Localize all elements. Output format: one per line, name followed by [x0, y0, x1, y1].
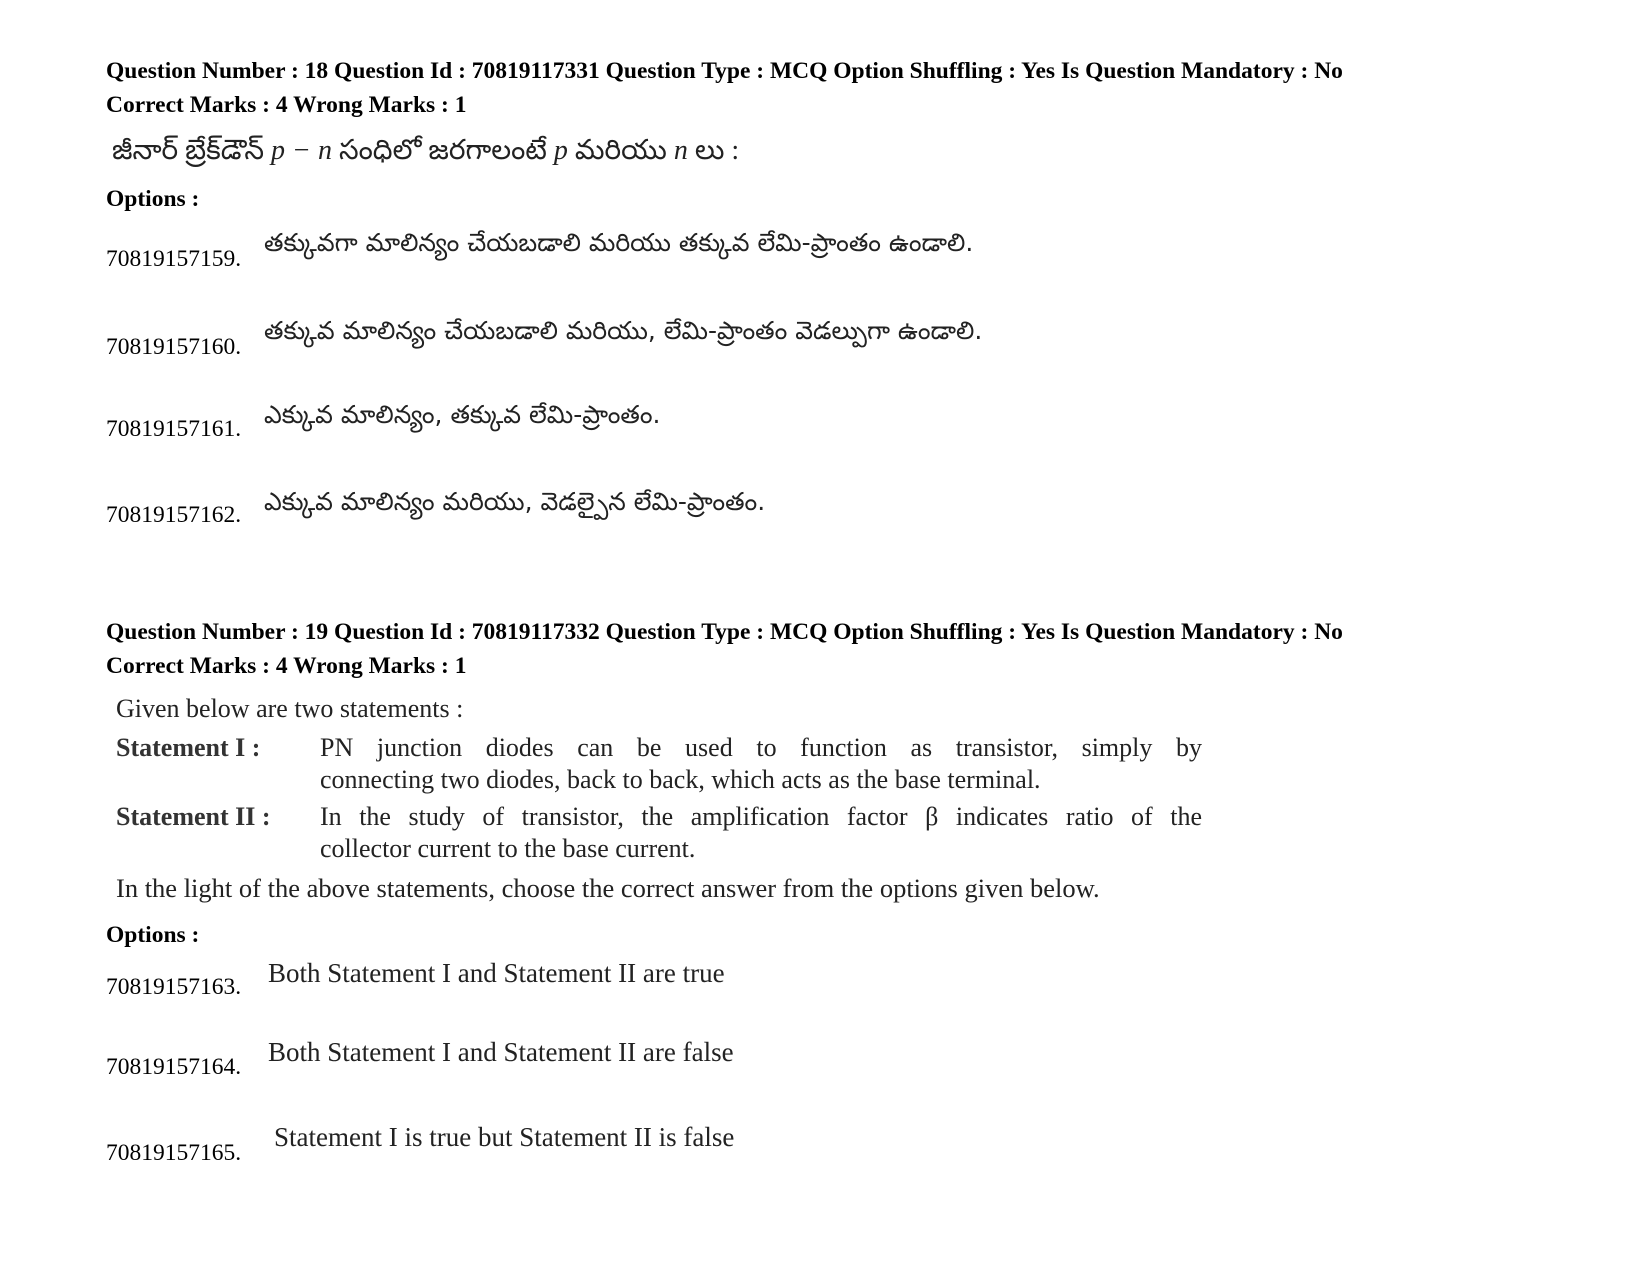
option-id: 70819157161.	[106, 416, 242, 442]
option-text: తక్కువగా మాలిన్యం చేయబడాలి మరియు తక్కువ లేమి-ప్రాంతం ఉండాలి.	[264, 228, 974, 257]
statement-1-line-2: connecting two diodes, back to back, which acts as the base terminal.	[320, 765, 1041, 794]
option-text: ఎక్కువ మాలిన్యం, తక్కువ లేమి-ప్రాంతం.	[264, 400, 661, 429]
stem-variable: n	[673, 135, 688, 166]
stem-text: సంధిలో జరగాలంటే	[331, 135, 554, 166]
question-19-marks: Correct Marks : 4 Wrong Marks : 1	[106, 653, 467, 679]
option-id: 70819157159.	[106, 246, 242, 272]
statements-intro: Given below are two statements :	[116, 694, 464, 723]
option-id: 70819157163.	[106, 974, 242, 1000]
stem-text: జీనార్ బ్రేక్‌డౌన్	[112, 135, 272, 166]
stem-variable: p	[553, 135, 568, 166]
option-id: 70819157162.	[106, 502, 242, 528]
question-19-options-label: Options :	[106, 922, 200, 948]
stem-text: లు :	[687, 135, 740, 166]
option-text: ఎక్కువ మాలిన్యం మరియు, వెడల్పైన లేమి-ప్రాంతం.	[264, 487, 766, 516]
option-text: Statement I is true but Statement II is false	[274, 1122, 735, 1152]
option-id: 70819157165.	[106, 1140, 242, 1166]
option-text: Both Statement I and Statement II are true	[268, 958, 725, 988]
question-19-header: Question Number : 19 Question Id : 70819117332 Question Type : MCQ Option Shuffling : Yes Is Question Mandatory : No	[106, 619, 1343, 645]
stem-text: మరియు	[567, 135, 674, 166]
question-18-stem	[112, 135, 739, 173]
option-text: Both Statement I and Statement II are false	[268, 1037, 734, 1067]
stem-variable: p − n	[271, 135, 332, 166]
option-text: తక్కువ మాలిన్యం చేయబడాలి మరియు, లేమి-ప్రాంతం వెడల్పుగా ఉండాలి.	[264, 316, 983, 345]
statement-2-line-2: collector current to the base current.	[320, 834, 696, 863]
statement-1-label: Statement I :	[116, 733, 261, 762]
statement-1-line-1: PN junction diodes can be used to function as transistor, simply by	[320, 733, 1202, 762]
option-id: 70819157164.	[106, 1054, 242, 1080]
statement-2-line-1: In the study of transistor, the amplification factor β indicates ratio of the	[320, 802, 1202, 831]
question-18-options-label: Options :	[106, 186, 200, 212]
question-18-marks: Correct Marks : 4 Wrong Marks : 1	[106, 92, 467, 118]
question-18-header: Question Number : 18 Question Id : 70819117331 Question Type : MCQ Option Shuffling : Yes Is Question Mandatory : No	[106, 58, 1343, 84]
statements-instruction: In the light of the above statements, choose the correct answer from the options given below.	[116, 873, 1100, 903]
option-id: 70819157160.	[106, 334, 242, 360]
statement-2-label: Statement II :	[116, 802, 271, 831]
